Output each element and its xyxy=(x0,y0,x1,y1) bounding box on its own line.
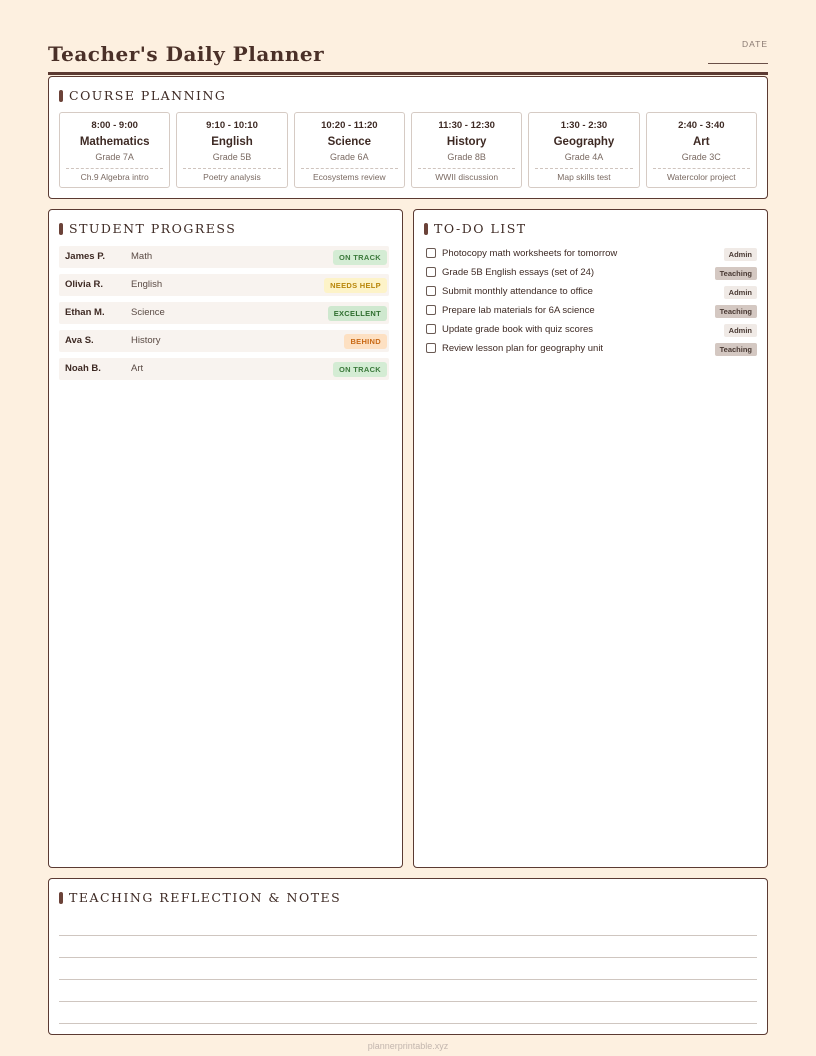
page-header xyxy=(48,36,768,76)
page-title: Teacher's Daily Planner xyxy=(48,42,325,66)
student-name: James P. xyxy=(65,251,105,262)
course-grade: Grade 7A xyxy=(95,152,134,162)
student-row xyxy=(59,358,389,380)
course-grade: Grade 3C xyxy=(681,152,721,162)
student-row xyxy=(59,274,389,296)
course-card xyxy=(294,112,405,188)
todo-checkbox[interactable] xyxy=(426,267,436,277)
todo-text: Update grade book with quiz scores xyxy=(442,324,594,335)
status-badge: EXCELLENT xyxy=(328,306,387,321)
course-subject: History xyxy=(446,136,487,148)
course-list xyxy=(59,112,757,188)
todo-list-panel xyxy=(413,209,768,868)
todo-tag: Admin xyxy=(724,324,757,337)
course-time: 8:00 - 9:00 xyxy=(91,120,138,131)
course-note: Ecosystems review xyxy=(312,172,386,182)
course-time: 2:40 - 3:40 xyxy=(678,120,725,131)
todo-text: Review lesson plan for geography unit xyxy=(442,343,604,354)
student-subject: English xyxy=(131,279,163,290)
course-grade: Grade 8B xyxy=(447,152,486,162)
course-time: 11:30 - 12:30 xyxy=(438,120,495,131)
status-badge: ON TRACK xyxy=(333,250,387,265)
todo-checkbox[interactable] xyxy=(426,248,436,258)
todo-checkbox[interactable] xyxy=(426,305,436,315)
student-list xyxy=(59,246,389,386)
date-label: DATE xyxy=(741,39,768,49)
course-divider xyxy=(535,168,632,169)
course-card xyxy=(411,112,522,188)
todo-tag: Admin xyxy=(724,286,757,299)
course-note: Ch.9 Algebra intro xyxy=(80,172,149,182)
student-subject: Art xyxy=(131,363,144,374)
footer-credit: plannerprintable.xyz xyxy=(367,1041,449,1051)
student-subject: Math xyxy=(131,251,153,262)
course-card xyxy=(59,112,170,188)
todo-checkbox[interactable] xyxy=(426,343,436,353)
todo-text: Prepare lab materials for 6A science xyxy=(442,305,595,316)
todo-item xyxy=(424,284,757,303)
course-card xyxy=(176,112,287,188)
note-line[interactable] xyxy=(59,958,757,980)
course-divider xyxy=(66,168,163,169)
todo-checkbox[interactable] xyxy=(426,286,436,296)
note-line[interactable] xyxy=(59,936,757,958)
todo-tag: Admin xyxy=(724,248,757,261)
teaching-notes-panel xyxy=(48,878,768,1035)
status-badge: ON TRACK xyxy=(333,362,387,377)
notes-lines[interactable] xyxy=(59,914,757,1024)
course-grade: Grade 6A xyxy=(330,152,369,162)
course-card xyxy=(646,112,757,188)
course-grade: Grade 4A xyxy=(564,152,604,162)
todo-tag: Teaching xyxy=(715,267,757,280)
student-progress-panel xyxy=(48,209,403,868)
course-time: 9:10 - 10:10 xyxy=(206,120,258,131)
course-subject: Art xyxy=(692,136,710,148)
course-subject: Mathematics xyxy=(79,136,150,148)
student-subject: Science xyxy=(131,307,165,318)
course-grade: Grade 5B xyxy=(212,152,252,162)
todo-item xyxy=(424,265,757,284)
note-line[interactable] xyxy=(59,980,757,1002)
teaching-notes-title: TEACHING REFLECTION & NOTES xyxy=(59,890,341,905)
note-line[interactable] xyxy=(59,914,757,936)
course-divider xyxy=(301,168,398,169)
student-name: Noah B. xyxy=(65,363,101,374)
course-card xyxy=(528,112,639,188)
status-badge: NEEDS HELP xyxy=(324,278,387,293)
student-name: Olivia R. xyxy=(65,279,104,290)
todo-tag: Teaching xyxy=(715,305,757,318)
course-planning-title: COURSE PLANNING xyxy=(59,88,226,103)
course-note: Map skills test xyxy=(557,172,611,182)
course-subject: Science xyxy=(327,136,372,148)
student-name: Ethan M. xyxy=(65,307,105,318)
course-time: 10:20 - 11:20 xyxy=(321,120,378,131)
course-note: Watercolor project xyxy=(666,172,736,182)
todo-list xyxy=(424,246,757,360)
student-progress-title: STUDENT PROGRESS xyxy=(59,221,236,236)
course-planning-panel xyxy=(48,76,768,199)
date-field[interactable] xyxy=(708,63,768,64)
todo-item xyxy=(424,341,757,360)
student-name: Ava S. xyxy=(65,335,94,346)
todo-list-title: TO-DO LIST xyxy=(424,221,527,236)
todo-item xyxy=(424,322,757,341)
course-subject: Geography xyxy=(553,136,615,148)
course-divider xyxy=(418,168,515,169)
course-divider xyxy=(183,168,280,169)
todo-checkbox[interactable] xyxy=(426,324,436,334)
student-row xyxy=(59,330,389,352)
todo-item xyxy=(424,303,757,322)
todo-text: Grade 5B English essays (set of 24) xyxy=(442,267,595,278)
todo-text: Submit monthly attendance to office xyxy=(442,286,593,297)
note-line[interactable] xyxy=(59,1002,757,1024)
course-note: WWII discussion xyxy=(435,172,499,182)
status-badge: BEHIND xyxy=(344,334,387,349)
todo-text: Photocopy math worksheets for tomorrow xyxy=(442,248,618,259)
course-note: Poetry analysis xyxy=(203,172,261,182)
header-divider xyxy=(48,72,768,75)
course-divider xyxy=(653,168,750,169)
todo-tag: Teaching xyxy=(715,343,757,356)
course-time: 1:30 - 2:30 xyxy=(560,120,608,131)
todo-item xyxy=(424,246,757,265)
student-subject: History xyxy=(131,335,161,346)
student-row xyxy=(59,246,389,268)
student-row xyxy=(59,302,389,324)
course-subject: English xyxy=(211,136,253,148)
